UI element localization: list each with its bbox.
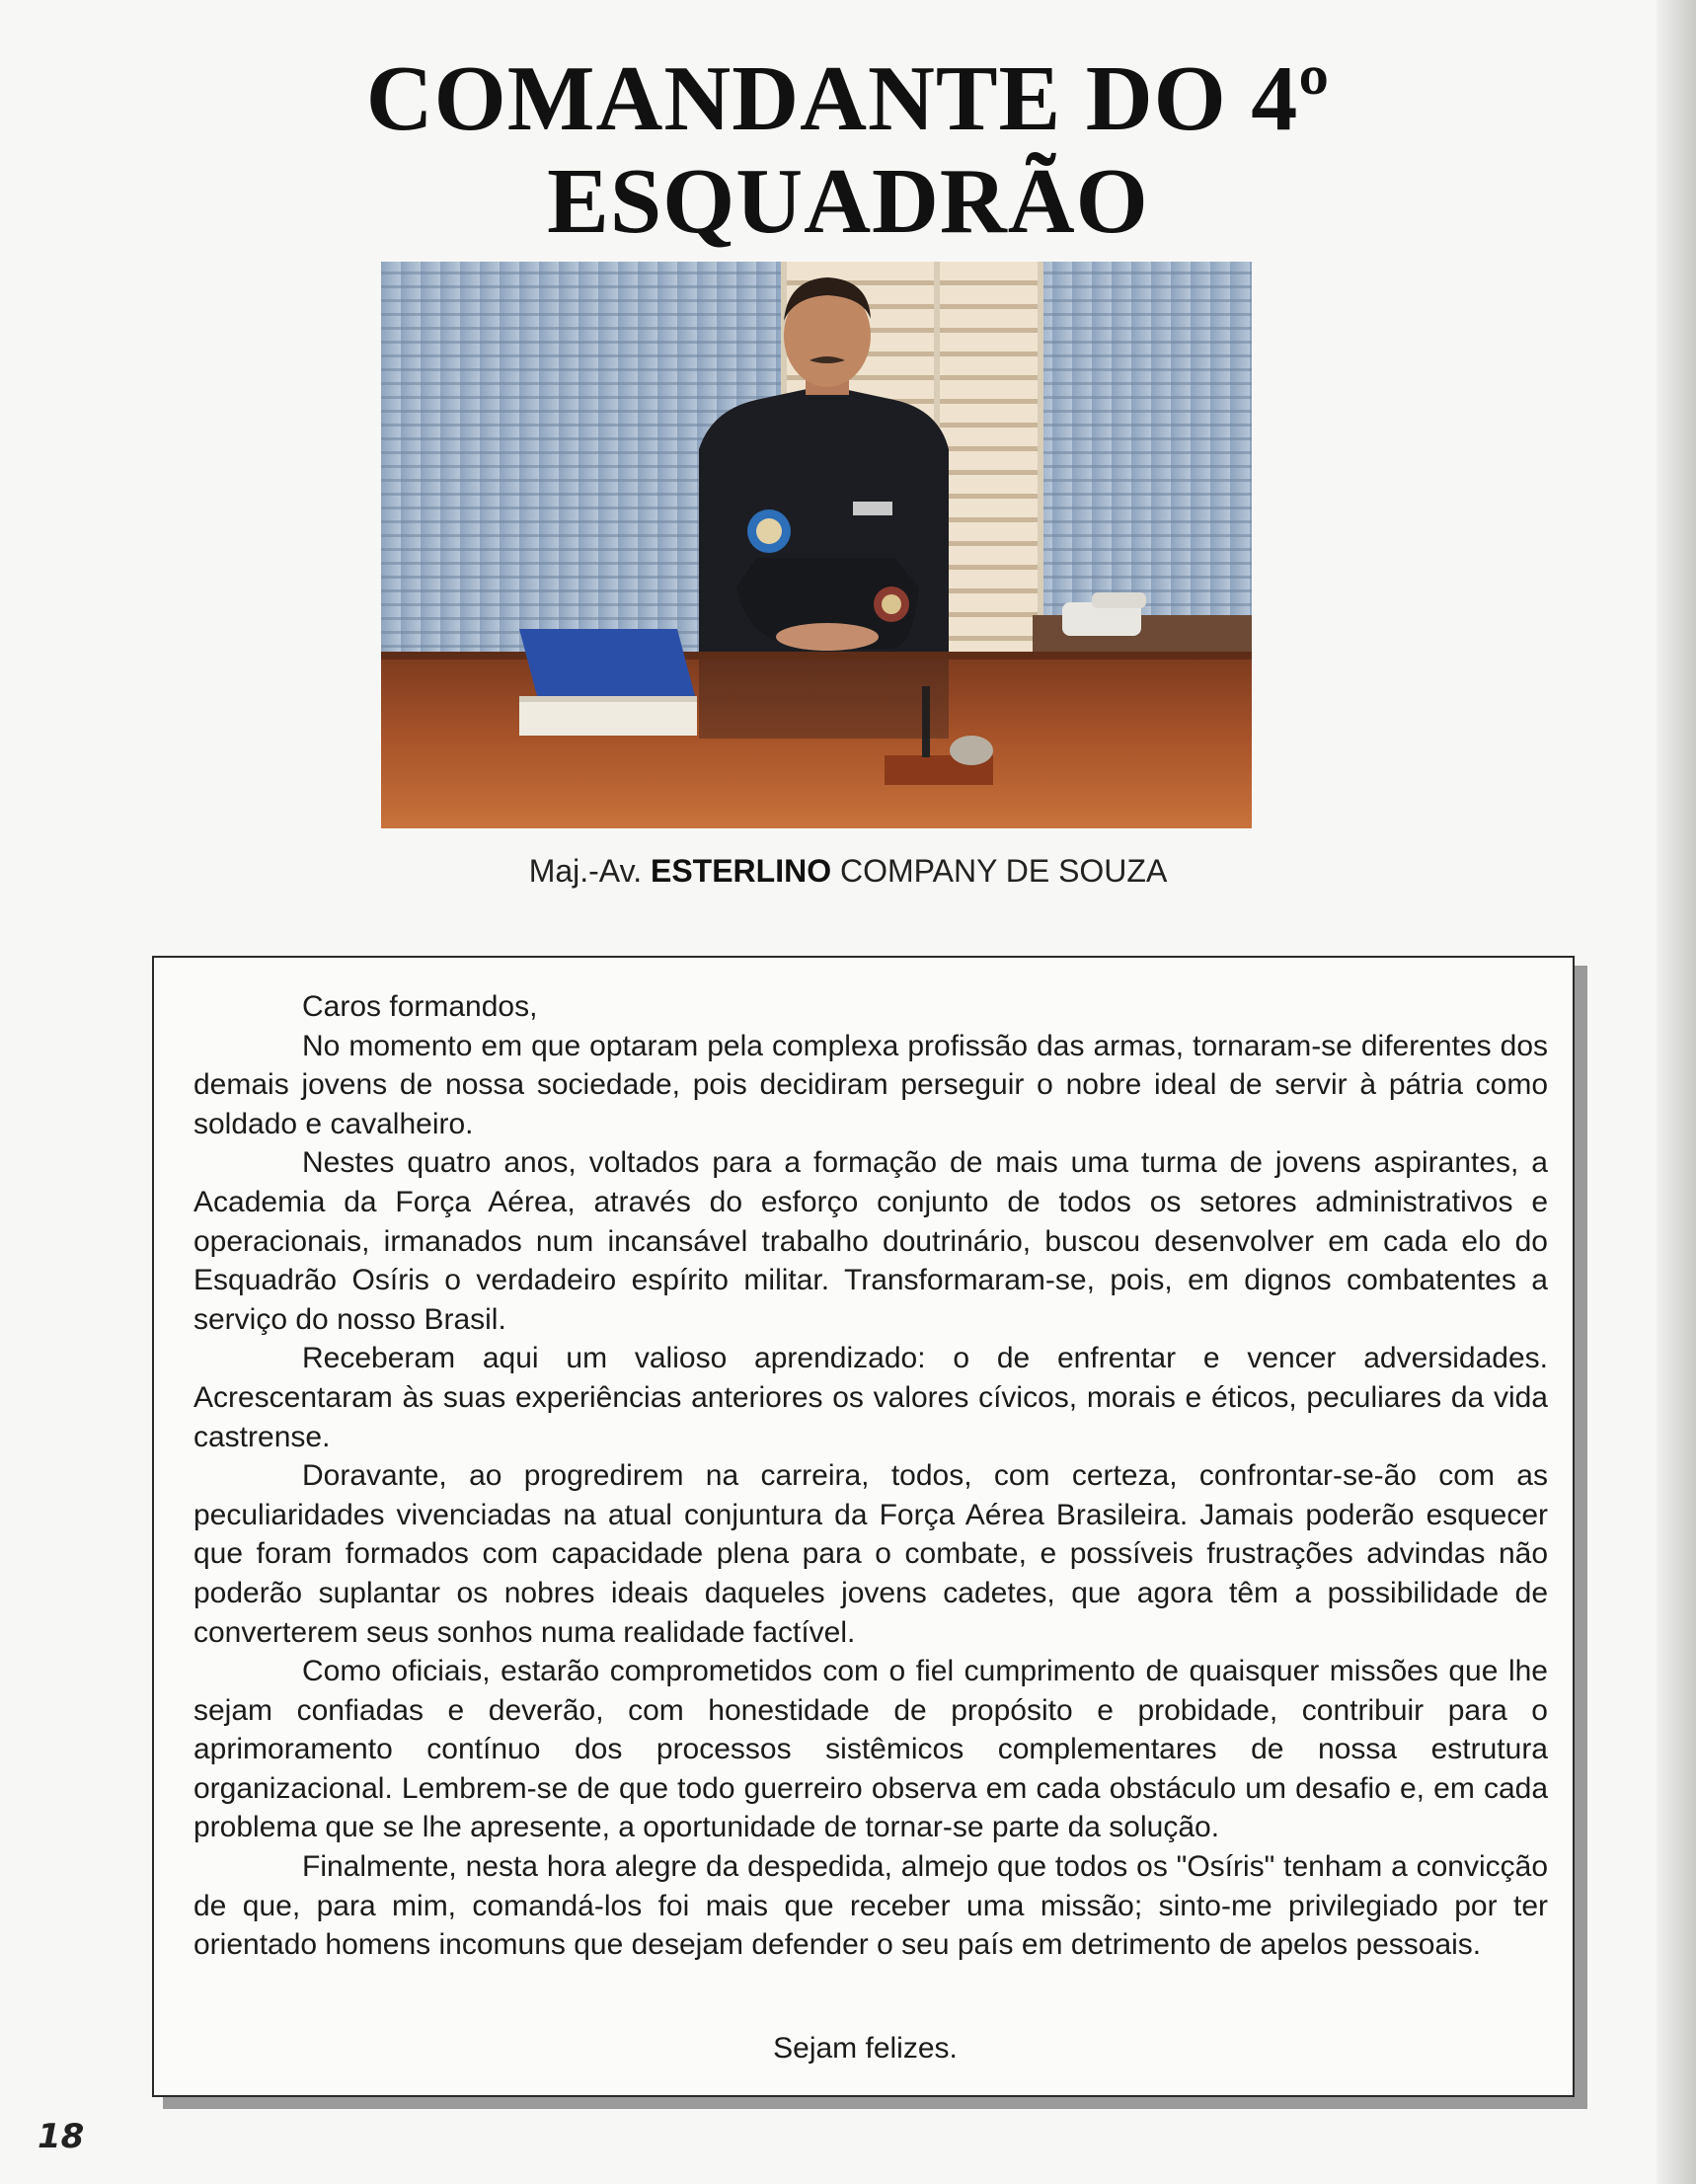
letter-salutation: Caros formandos, [302,990,538,1023]
letter-paragraph: Receberam aqui um valioso aprendizado: o de enfrentar e vencer adversidades. Acrescentaram às suas experiências anteriores os valores cívicos, morais e éticos, peculiares da vida castrense. [193,1342,1548,1453]
commander-portrait-photo [381,262,1252,828]
letter-paragraph: Como oficiais, estarão comprometidos com o fiel cumprimento de quaisquer missões que lhe sejam confiadas e deverão, com honestidade de propósito e probidade, contribuir para o aprimoramento contínuo dos processos sistêmicos complementares de nossa estrutura organizacional. Lembrem-se de que todo guerreiro observa em cada obstáculo um desafio e, em cada problema que se lhe apresente, a oportunidade de tornar-se parte da solução. [193,1655,1548,1844]
letter-paragraph: Doravante, ao progredirem na carreira, todos, com certeza, confrontar-se-ão com as peculiaridades vivenciadas na atual conjuntura da Força Aérea Brasileira. Jamais poderão esquecer que foram formados com capacidade plena para o combate, e possíveis frustrações advindas não poderão suplantar os nobres ideais daqueles jovens cadetes, que agora têm a possibilidade de converterem seus sonhos numa realidade factível. [193,1459,1548,1649]
page-title-line-2: ESQUADRÃO [547,150,1149,253]
page-edge-shadow [1657,0,1696,2184]
portrait-photo-icon [381,262,1252,828]
caption-rank: Maj.-Av. [528,853,643,889]
caption-first-name: ESTERLINO [650,853,832,889]
page-number: 18 [38,2117,85,2156]
letter-paragraph: Nestes quatro anos, voltados para a formação de mais uma turma de jovens aspirantes, a Academia da Força Aérea, através do esforço conjunto de todos os setores administrativos e operacionais, irmanados num incansável trabalho doutrinário, buscou desenvolver em cada elo do Esquadrão Osíris o verdadeiro espírito militar. Transformaram-se, pois, em dignos combatentes a serviço do nosso Brasil. [193,1146,1548,1336]
photo-caption [0,853,1696,890]
page-title-line-1: COMANDANTE DO 4º [365,47,1331,150]
letter-closing: Sejam felizes. [773,2032,958,2065]
page-title [0,47,1696,253]
letter-body [193,987,1548,1965]
letter-paragraph: No momento em que optaram pela complexa profissão das armas, tornaram-se diferentes dos demais jovens de nossa sociedade, pois decidiram perseguir o nobre ideal de servir à pátria como soldado e cavalheiro. [193,1029,1548,1140]
letter-box [152,956,1575,2097]
caption-surname: COMPANY DE SOUZA [839,853,1168,889]
letter-paragraph: Finalmente, nesta hora alegre da despedida, almejo que todos os "Osíris" tenham a convicção de que, para mim, comandá-los foi mais que receber uma missão; sinto-me privilegiado por ter orientado homens incomuns que desejam defender o seu país em detrimento de apelos pessoais. [193,1850,1548,1962]
